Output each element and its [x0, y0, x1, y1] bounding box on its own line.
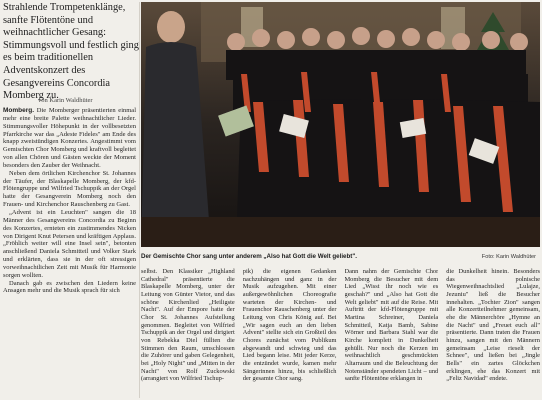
photo-credit: Foto: Karin Waldhüter: [481, 254, 536, 260]
paragraph-3: „Advent ist ein Leuchten" sangen die 18 Männer des Gesangvereins Concordia zu Beginn des Konzertes, ernteten ein zustimmendes Nicken von Dirigent Knut Petersen und kräftigen Applaus. „Fröhlich weiter will eine Insel sein", betonten anschließend Daniela Schmitteil und Volker Stark und erklärten, dass sie in der oft stressigen vorweihnachtlichen Zeit mit Musik für Harmonie sorgen wollten.: [3, 208, 136, 279]
column-3: Dann nahm der Gemischte Chor Momberg die Besucher mit dem Lied „Wisst ihr noch wie es geschah?" und „Also hat Gott die Welt geliebt" mit auf die Reise. Mit Auftritt der kfd-Flötengruppe mit Martina Schreiner, Daniela Schmitteil, Katja Bamb, Sabine Wörner und Barbara Stahl war die Kirche komplett in Dunkelheit gehüllt. Nur noch die Kerzen im weihnachtlich geschmückten Altarraum und die Beleuchtung der Notenständer spendeten Licht – und sanfte Flötentöne erklangen in: [344, 268, 439, 383]
paragraph-2: Neben dem örtlichen Kirchenchor St. Johannes der Täufer, der Blaskapelle Momberg, der kfd-Flötengruppe und Wilfried Tschuppik an der Orgel hatte der Gesangverein Momberg noch den Frauen- und Kirchenchor Rauschenberg zu Gast.: [3, 169, 136, 209]
paragraph-1: Momberg. Die Momberger präsentierten einmal mehr eine breite Palette weihnachtlicher Lieder. Stimmungsvoller Höhepunkt in der vollbesetzten Pfarrkirche war das „Adeste Fideles" am Ende des knapp zweistündigen Konzertes. Angestimmt vom Gemischten Chor Momberg und kraftvoll begleitet von allen Chören und Gästen weckte der Moment besonders den Zauber der Weihnacht.: [3, 107, 136, 169]
choir-photo-illustration: [141, 2, 540, 247]
bottom-columns: [141, 268, 540, 398]
author-byline: von Karin Waldhüter: [38, 97, 93, 104]
column-1: selbst. Den Klassiker „Highland Cathedral" präsentierte die Blaskapelle Momberg, unter der Leitung von Günter Vietor, und das schöne Kirchenlied „Heiligste Nacht". Auf der Empore hatte der Chor St. Johannes Aufstellung genommen. Begleitet von Wilfried Tschuppik an der Orgel und dirigiert von Rebekka Diel füllten die Stimmen den Raum, umschlossen die Zuhörer und gaben Gelegenheit, bei „Holy Night" und „Mitten in der Nacht" von Rolf Zuckowski (arrangiert von Wilfried Tschup-: [141, 268, 235, 383]
column-2: pik) die eigenen Gedanken nachzuhängen und ganz in der Musik aufzugehen. Mit einer außergewöhnlichen Choreografie warteten der Kirchen- und Frauenchor Rauschenberg unter der Leitung von Chris König auf. Bei „Wir sagen euch an den lieben Advent" stellte sich ein Großteil des Chores zunächst vom Publikum abgewandt und schwieg und das Lied begann leise. Mit jeder Kerze, die entzündet wurde, kamen mehr Sängerinnen hinzu, bis schließlich der gesamte Chor sang.: [242, 268, 337, 383]
conductor-head: [157, 11, 185, 43]
left-column: [3, 107, 136, 295]
choir-photo: [141, 2, 540, 247]
dateline: Momberg.: [3, 107, 35, 114]
pews: [141, 217, 540, 247]
paragraph-4: Danach gab es zwischen den Liedern keine Ansagen mehr und die Musik sprach für sich: [3, 279, 136, 295]
column-4: die Dunkelheit hinein. Besonders das polnische Wiegenweihnachtslied „Lulajze, Jezuniu" ließ die Besucher innehalten. „Tochter Zion" sangen alle Konzertteilnehmer gemeinsam, ehe die Männerchöre „Hymne an die Nacht" und „Freuet euch all" präsentierte. Dann traten die Frauen hinzu, sangen mit den Männern gemeinsam „Leise rieselt der Schnee", und ließen bei „Jingle Bells" ein zartes Glöckchen erklingen, ehe das Konzert mit „Feliz Navidad" endete.: [446, 268, 540, 383]
caption-text: Der Gemischte Chor sang unter anderem „Also hat Gott die Welt geliebt".: [141, 253, 357, 260]
column-divider: [139, 2, 140, 398]
article-lead: Strahlende Trompetenklänge, sanfte Flötentöne und weihnachtlicher Gesang: Stimmungsvoll und festlich ging es beim traditionellen Adventskonzert des Gesangvereins Concordia Momberg zu.: [3, 2, 139, 102]
photo-caption: [141, 250, 540, 264]
